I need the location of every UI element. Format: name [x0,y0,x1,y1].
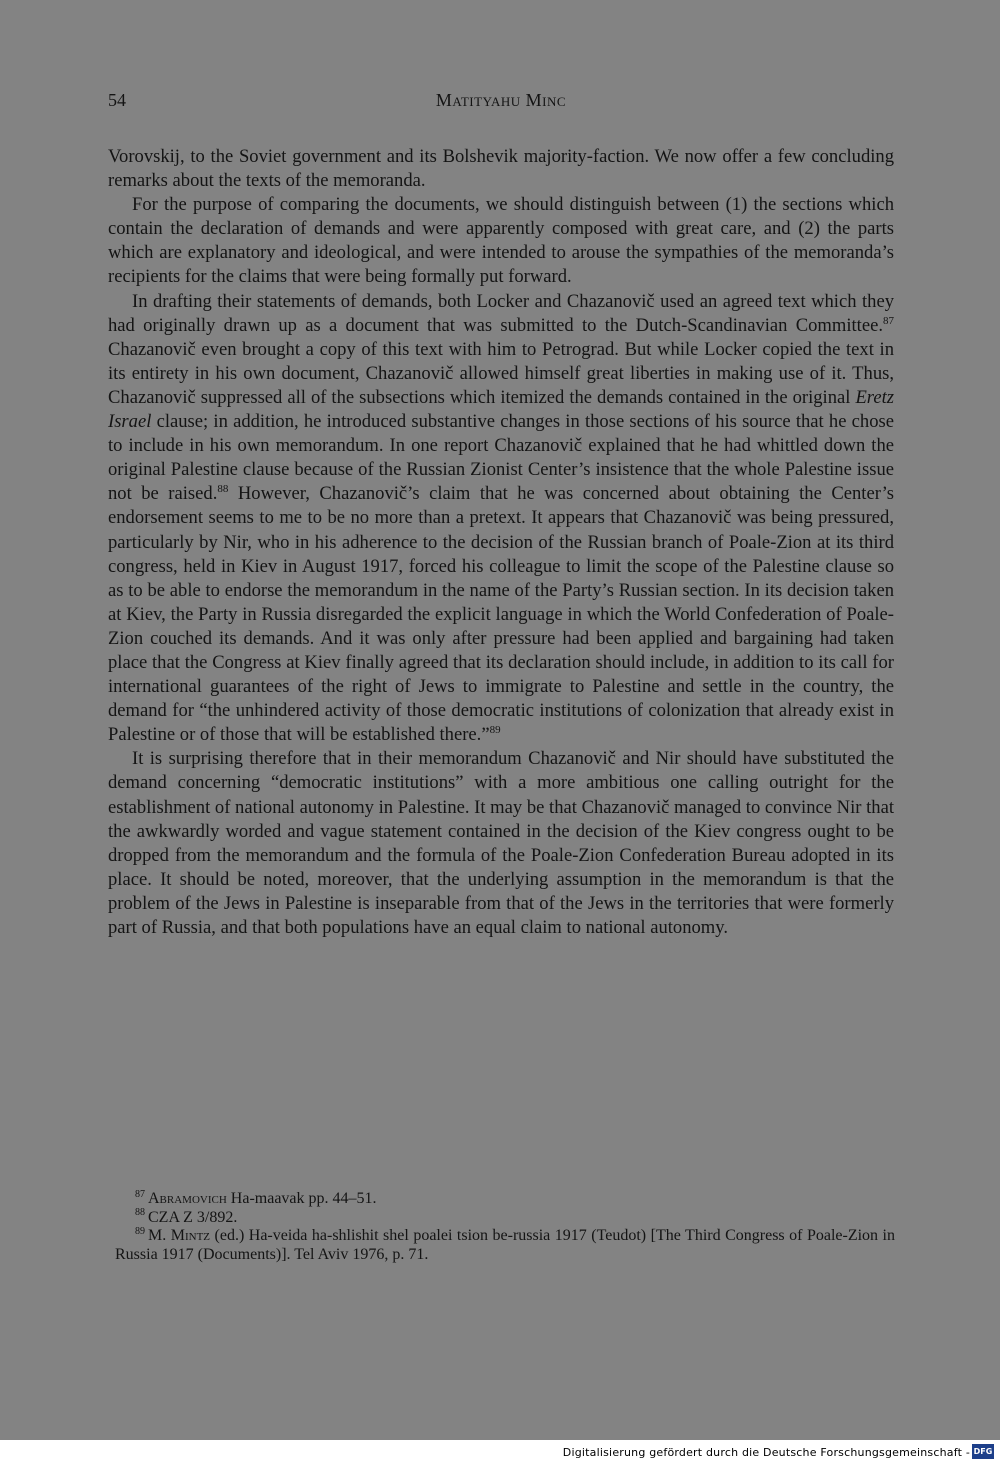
footnote-reference: 88 [217,483,229,496]
footnote: $^{87}$ Abramovich Ha-maavak pp. 44–51. [135,1188,377,1207]
paragraph: Vorovskij, to the Soviet government and its Bolshevik majority-faction. We now offer a few concluding remarks about the texts of the memoranda. [108,146,894,192]
paragraph: For the purpose of comparing the documents, we should distinguish between (1) the sections which contain the declaration of demands and were apparently composed with great care, and (2) the parts which are explanatory and ideological, and were intended to arouse the sympathies of the memoranda’s recipients for the claims that were being formally put forward. [108,194,894,288]
body-text [108,145,894,940]
footnote-number: 88 [135,1207,145,1219]
dfg-logo: DFG [972,1444,994,1459]
footnote-reference: 89 [489,724,501,737]
italic-term: Eretz Israel [108,386,894,433]
page-number: 54 [108,90,126,110]
paragraph: It is surprising therefore that in their memorandum Chazanovič and Nir should have substituted the demand concerning “democratic institutions” with a more ambitious one calling outright for the establishment of national autonomy in Palestine. It may be that Chazanovič managed to convince Nir that the awkwardly worded and vague statement contained in the decision of the Kiev congress ought to be dropped from the memorandum and the formula of the Poale-Zion Confederation Bureau adopted in its place. It should be noted, moreover, that the underlying assumption in the memorandum is that the problem of the Jews in Palestine is inseparable from that of the Jews in the territories that were formerly part of Russia, and that both populations have an equal claim to national autonomy. [108,748,894,938]
digitization-credit: Digitalisierung gefördert durch die Deutsche Forschungsgemeinschaft - [562,1446,970,1459]
footnote: $^{89}$ M. Mintz (ed.) Ha-veida ha-shlishit shel poalei tsion be-russia 1917 (Teudot) [The Third Congress of Poale-Zion in Russia 1917 (Documents)]. Tel Aviv 1976, p. 71. [115,1225,895,1263]
footnote-author: Mintz [170,1227,211,1244]
footnote-number: 89 [135,1225,145,1237]
paragraph: In drafting their statements of demands, both Locker and Chazanovič used an agreed text which they had originally drawn up as a document that was submitted to the Dutch-Scandinavian Committee.$^{87}$ Chazanovič even brought a copy of this text with him to Petrograd. But while Locker copied the text in its entirety in his own document, Chazanovič allowed himself great liberties in making use of it. Thus, Chazanovič suppressed all of the subsections which itemized the demands contained in the original Eretz Israel clause; in addition, he introduced substantive changes in those sections of his source that he chose to include in his own memorandum. In one report Chazanovič explained that he had whittled down the original Palestine clause because of the Russian Zionist Center’s insistence that the whole Palestine issue not be raised.$^{88}$ However, Chazanovič’s claim that he was concerned about obtaining the Center’s endorsement seems to me to be no more than a pretext. It appears that Chazanovič was being pressured, particularly by Nir, who in his adherence to the decision of the Russian branch of Poale-Zion at its third congress, held in Kiev in August 1917, forced his colleague to limit the scope of the Palestine clause so as to be able to endorse the memorandum in the name of the Party’s Russian section. In its decision taken at Kiev, the Party in Russia disregarded the explicit language in which the World Confederation of Poale-Zion couched its demands. And it was only after pressure had been applied and bargaining had taken place that the Congress at Kiev finally agreed that its declaration should include, in addition to its call for international guarantees of the right of Jews to immigrate to Palestine and settle in the country, the demand for “the unhindered activity of those democratic institutions of colonization that already exist in Palestine or of those that will be established there.”$^{89}$ [108,290,894,746]
page-header [108,90,894,118]
running-head: Matityahu Minc [435,90,567,110]
footnote-number: 87 [135,1188,145,1200]
footnote-author: Abramovich [148,1190,227,1207]
footnotes [115,1190,895,1264]
footnote: $^{88}$ CZA Z 3/892. [135,1207,238,1226]
footnote-reference: 87 [883,314,894,327]
